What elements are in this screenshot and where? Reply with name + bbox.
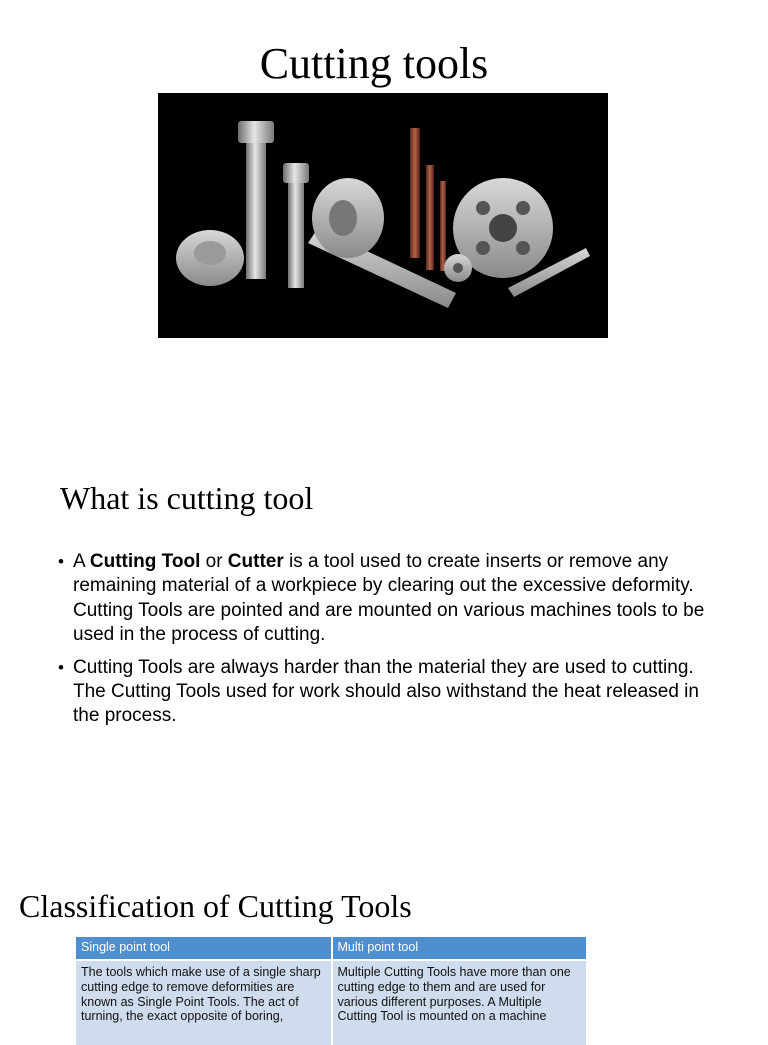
bullet-text: A [73,551,90,572]
table-row [76,960,587,1045]
cutting-tools-photo [158,93,608,338]
bullet-text: Cutting Tools are always harder than the material they are used to cutting. The Cutting Tools used for work should also withstand the heat released in the process. [73,656,699,727]
bullet-bold-term: Cutting Tool [89,551,201,572]
bullet-item [58,656,718,729]
section-title-what-is: What is cutting tool [60,480,314,516]
bullet-text: or [200,551,228,572]
section-title-classification: Classification of Cutting Tools [19,888,412,924]
table-cell: Multiple Cutting Tools have more than one cutting edge to them and are used for various different purposes. A Multiple Cutting Tool is mounted on a machine [332,960,588,1045]
cutting-tools-illustration [158,93,608,338]
bullet-item [58,550,718,648]
table-cell: The tools which make use of a single sharp cutting edge to remove deformities are known as Single Point Tools. The act of turning, the exact opposite of boring, [76,960,332,1045]
slide-title: Cutting tools [259,39,489,88]
definition-bullets [58,550,718,737]
table-header-row [76,937,587,960]
bullet-text: is a tool used to create inserts or remove any remaining material of a workpiece by clearing out the excessive deformity. Cutting Tools are pointed and are mounted on various machines tools to be used in the process of cutting. [73,551,705,646]
table-header-cell: Multi point tool [332,937,588,960]
bullet-bold-term: Cutter [227,551,284,572]
table-header-cell: Single point tool [76,937,332,960]
classification-table [76,937,588,1045]
